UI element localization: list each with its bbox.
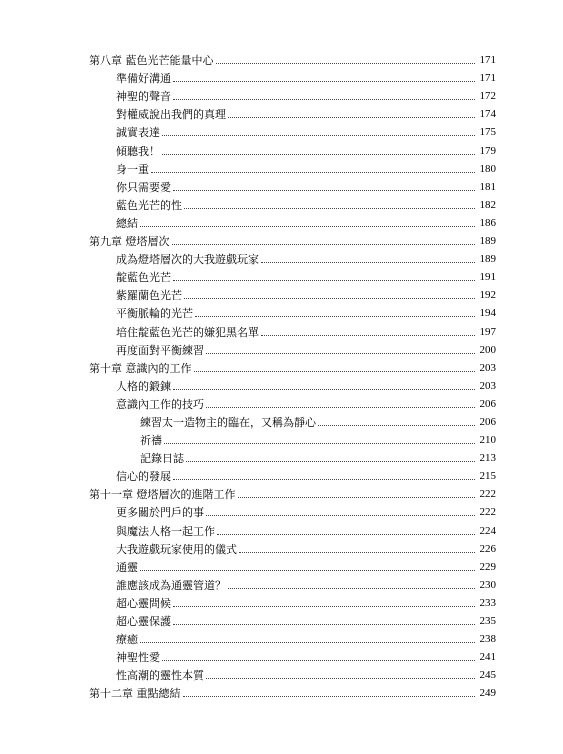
toc-entry-title: 療癒 [116, 633, 138, 647]
dot-leader [228, 588, 475, 589]
toc-entry-title: 靛藍色光芒 [116, 271, 171, 285]
dot-leader [162, 154, 475, 155]
toc-entry-title: 神聖的聲音 [116, 90, 171, 104]
toc-entry-page-number: 197 [479, 325, 496, 338]
toc-entry [0, 682, 563, 700]
toc-entry-page-number: 179 [479, 144, 496, 157]
dot-leader [206, 353, 475, 354]
toc-entry-page-number: 174 [479, 108, 496, 121]
dot-leader [186, 461, 475, 462]
dot-leader [164, 443, 475, 444]
dot-leader [173, 624, 475, 625]
toc-entry-title: 意識內工作的技巧 [116, 397, 204, 411]
toc-entry-page-number: 189 [479, 253, 496, 266]
dot-leader [172, 244, 476, 245]
dot-leader [216, 63, 476, 64]
dot-leader [162, 135, 475, 136]
toc-entry [0, 429, 563, 447]
toc-entry [0, 121, 563, 139]
toc-entry [0, 176, 563, 194]
toc-entry-page-number: 171 [479, 54, 496, 67]
toc-entry [0, 320, 563, 338]
dot-leader [239, 552, 475, 553]
dot-leader [140, 642, 475, 643]
toc-entry-title: 超心靈問候 [116, 596, 171, 610]
toc-entry-page-number: 189 [479, 235, 496, 248]
toc-entry [0, 49, 563, 67]
toc-entry-title: 大我遊戲玩家使用的儀式 [116, 542, 237, 556]
dot-leader [173, 280, 475, 281]
toc-entry [0, 393, 563, 411]
toc-entry-page-number: 230 [479, 578, 496, 591]
toc-entry [0, 85, 563, 103]
toc-entry-page-number: 203 [479, 361, 496, 374]
dot-leader [184, 208, 475, 209]
dot-leader [217, 534, 475, 535]
dot-leader [194, 371, 476, 372]
toc-entry-title: 第十一章 燈塔層次的進階工作 [89, 488, 236, 502]
toc-entry [0, 302, 563, 320]
toc-entry [0, 139, 563, 157]
toc-entry-page-number: 226 [479, 542, 496, 555]
toc-entry [0, 483, 563, 501]
toc-entry-title: 信心的發展 [116, 470, 171, 484]
toc-entry-title: 練習太一造物主的臨在，又稱為靜心 [140, 415, 316, 429]
toc-entry-title: 人格的鍛鍊 [116, 379, 171, 393]
toc-entry-title: 神聖性愛 [116, 651, 160, 665]
dot-leader [140, 570, 475, 571]
toc-entry-title: 傾聽我！ [116, 144, 160, 158]
toc-entry [0, 610, 563, 628]
toc-entry-page-number: 192 [479, 289, 496, 302]
dot-leader [206, 678, 475, 679]
toc-entry-title: 總結 [116, 216, 138, 230]
toc-entry [0, 519, 563, 537]
toc-entry-page-number: 229 [479, 560, 496, 573]
toc-entry-title: 對權威說出我們的真理 [116, 108, 226, 122]
toc-entry-title: 準備好溝通 [116, 72, 171, 86]
toc-entry-page-number: 224 [479, 524, 496, 537]
toc-entry-title: 藍色光芒的性 [116, 198, 182, 212]
dot-leader [173, 99, 475, 100]
dot-leader [151, 172, 475, 173]
dot-leader [206, 515, 475, 516]
toc-entry [0, 411, 563, 429]
dot-leader [261, 335, 475, 336]
dot-leader [261, 262, 475, 263]
toc-entry-title: 第十二章 重點總結 [89, 687, 181, 701]
toc-entry [0, 357, 563, 375]
toc-entry [0, 266, 563, 284]
toc-entry [0, 628, 563, 646]
toc-entry-page-number: 206 [479, 397, 496, 410]
toc-entry-page-number: 171 [479, 72, 496, 85]
toc-entry-page-number: 241 [479, 651, 496, 664]
toc-entry-page-number: 249 [479, 687, 496, 700]
toc-entry-page-number: 172 [479, 90, 496, 103]
toc-entry [0, 375, 563, 393]
toc-entry-title: 通靈 [116, 560, 138, 574]
dot-leader [238, 497, 476, 498]
toc-entry [0, 592, 563, 610]
toc-entry-title: 再度面對平衡練習 [116, 343, 204, 357]
toc-entry-title: 平衡脈輪的光芒 [116, 307, 193, 321]
toc-entry-page-number: 238 [479, 633, 496, 646]
toc-entry-title: 與魔法人格一起工作 [116, 524, 215, 538]
dot-leader [173, 389, 475, 390]
toc-entry [0, 501, 563, 519]
toc-entry-page-number: 191 [479, 271, 496, 284]
toc-entry-title: 記錄日誌 [140, 452, 184, 466]
toc-entry-title: 紫羅蘭色光芒 [116, 289, 182, 303]
toc-entry-title: 誰應該成為通靈管道？ [116, 578, 226, 592]
dot-leader [195, 316, 475, 317]
toc-entry-title: 第九章 燈塔層次 [89, 235, 170, 249]
dot-leader [183, 696, 476, 697]
toc-entry [0, 556, 563, 574]
toc-entry [0, 67, 563, 85]
toc-entry-page-number: 175 [479, 126, 496, 139]
toc-entry-page-number: 194 [479, 307, 496, 320]
toc-entry [0, 212, 563, 230]
toc-entry [0, 230, 563, 248]
toc-entry-page-number: 233 [479, 596, 496, 609]
dot-leader [228, 117, 475, 118]
toc-entry [0, 194, 563, 212]
toc-entry [0, 447, 563, 465]
toc-entry-title: 誠實表達 [116, 126, 160, 140]
toc-entry-page-number: 210 [479, 434, 496, 447]
toc-entry-title: 性高潮的靈性本質 [116, 669, 204, 683]
toc-entry-title: 培住靛藍色光芒的嫌犯黑名單 [116, 325, 259, 339]
toc-entry-page-number: 213 [479, 452, 496, 465]
toc-entry-page-number: 186 [479, 216, 496, 229]
dot-leader [173, 81, 475, 82]
dot-leader [173, 479, 475, 480]
dot-leader [206, 407, 475, 408]
toc-entry-title: 你只需要愛 [116, 180, 171, 194]
toc-entry [0, 103, 563, 121]
toc-entry [0, 465, 563, 483]
toc-entry-title: 第十章 意識內的工作 [89, 361, 192, 375]
toc-entry-title: 更多關於門戶的事 [116, 506, 204, 520]
toc-entry-page-number: 181 [479, 180, 496, 193]
toc-entry-title: 祈禱 [140, 434, 162, 448]
toc-entry [0, 574, 563, 592]
toc-entry [0, 646, 563, 664]
toc-entry-page-number: 203 [479, 379, 496, 392]
toc-entry-page-number: 182 [479, 198, 496, 211]
dot-leader [173, 190, 475, 191]
toc-entry-page-number: 245 [479, 669, 496, 682]
table-of-contents [0, 49, 563, 700]
dot-leader [162, 660, 475, 661]
toc-entry-page-number: 222 [479, 488, 496, 501]
toc-entry [0, 158, 563, 176]
dot-leader [173, 606, 475, 607]
toc-entry [0, 284, 563, 302]
toc-entry-title: 身一重 [116, 162, 149, 176]
toc-entry-page-number: 215 [479, 470, 496, 483]
toc-entry-title: 第八章 藍色光芒能量中心 [89, 54, 214, 68]
toc-entry-title: 超心靈保護 [116, 615, 171, 628]
toc-entry-page-number: 206 [479, 415, 496, 428]
dot-leader [318, 425, 475, 426]
dot-leader [184, 298, 475, 299]
toc-entry [0, 664, 563, 682]
toc-entry [0, 339, 563, 357]
toc-entry-page-number: 222 [479, 506, 496, 519]
toc-entry [0, 538, 563, 556]
toc-entry-page-number: 200 [479, 343, 496, 356]
toc-entry [0, 248, 563, 266]
toc-entry-page-number: 235 [479, 615, 496, 627]
toc-entry-page-number: 180 [479, 162, 496, 175]
dot-leader [140, 226, 475, 227]
toc-entry-title: 成為燈塔層次的大我遊戲玩家 [116, 253, 259, 267]
